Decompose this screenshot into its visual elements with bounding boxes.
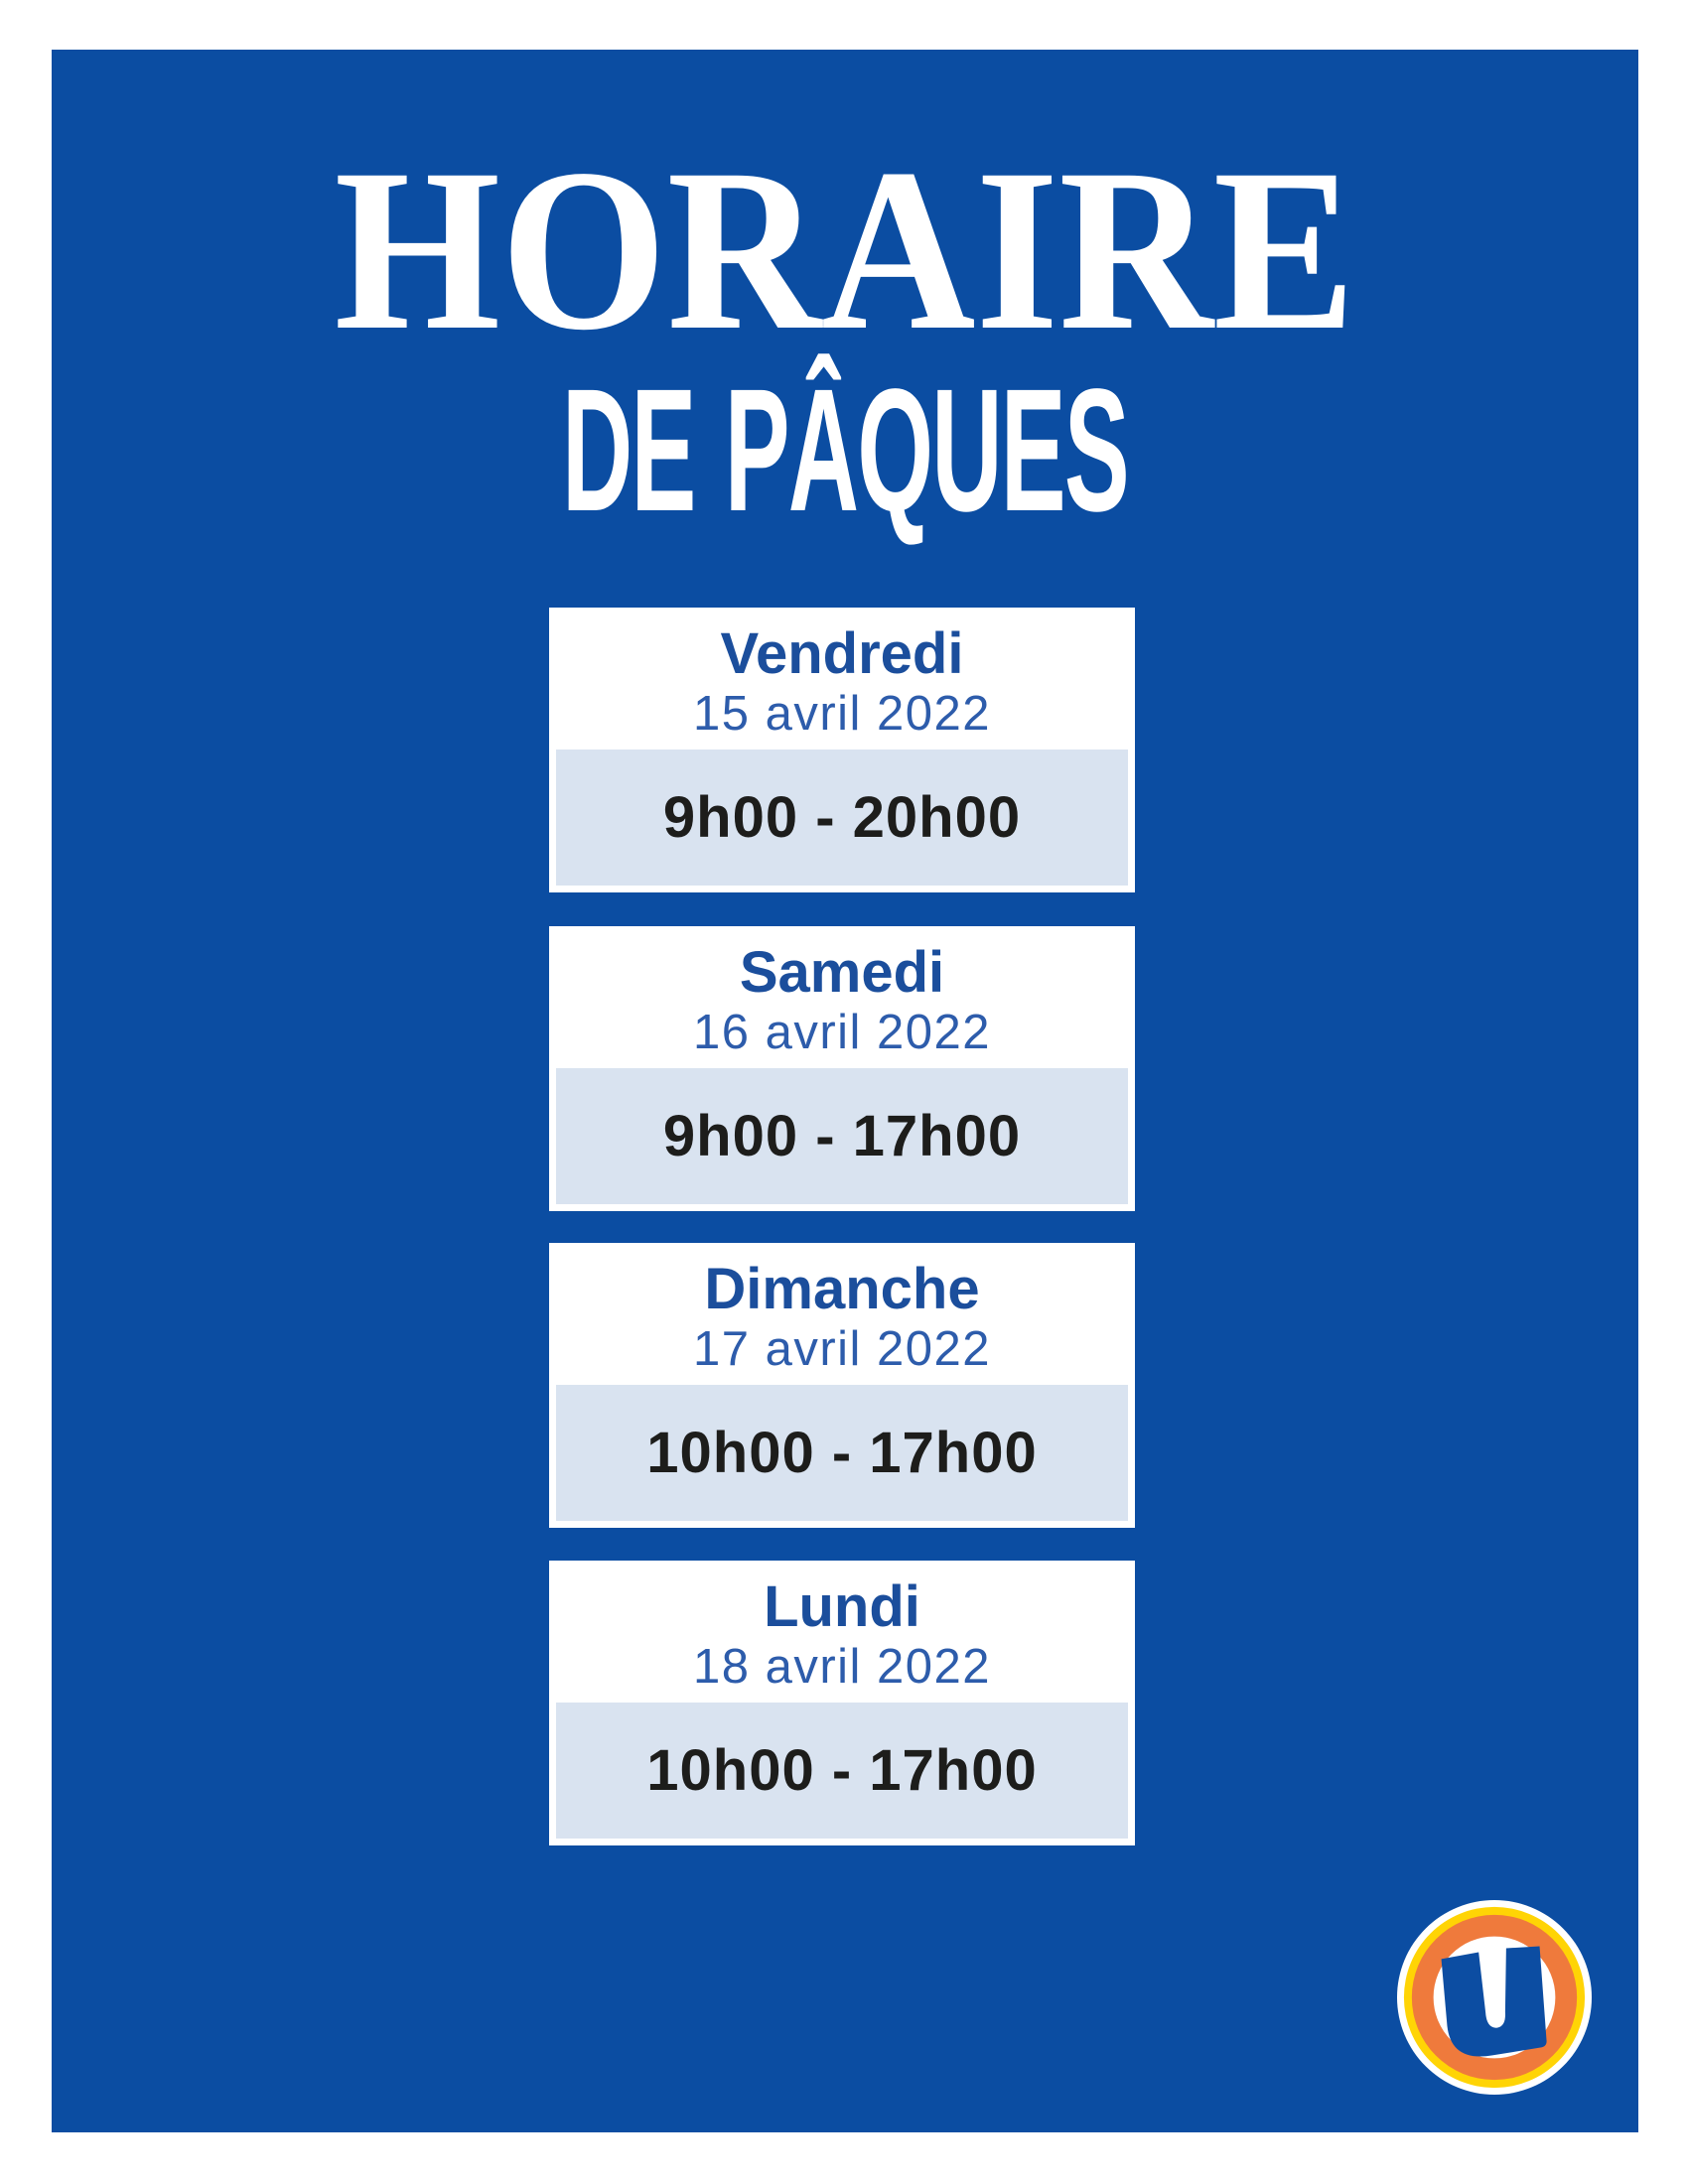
blue-panel: [52, 50, 1638, 2132]
day-name: Dimanche: [704, 1257, 980, 1321]
u-brand-roundel-icon: [1396, 1899, 1593, 2096]
schedule-card-dimanche: [549, 1243, 1135, 1528]
card-header: [556, 1250, 1128, 1385]
day-date: 18 avril 2022: [692, 1640, 992, 1694]
day-date: 16 avril 2022: [692, 1006, 992, 1059]
day-hours: 10h00 - 17h00: [646, 1737, 1038, 1803]
schedule-card-vendredi: [549, 608, 1135, 892]
card-header: [556, 933, 1128, 1068]
hours-band: [556, 1068, 1128, 1204]
day-date: 15 avril 2022: [692, 687, 992, 741]
poster-subtitle: DE PÂQUES: [562, 353, 1128, 548]
day-name: Lundi: [764, 1574, 920, 1639]
hours-band: [556, 750, 1128, 886]
day-hours: 9h00 - 20h00: [662, 784, 1022, 850]
day-date: 17 avril 2022: [692, 1322, 992, 1376]
poster-title: HORAIRE: [334, 120, 1356, 378]
card-header: [556, 1568, 1128, 1703]
u-brand-logo: [1396, 1899, 1593, 2096]
hours-band: [556, 1703, 1128, 1839]
card-header: [556, 614, 1128, 750]
day-hours: 10h00 - 17h00: [646, 1420, 1038, 1485]
day-name: Vendredi: [720, 621, 964, 686]
day-name: Samedi: [739, 940, 945, 1005]
hours-band: [556, 1385, 1128, 1521]
schedule-card-lundi: [549, 1561, 1135, 1845]
day-hours: 9h00 - 17h00: [662, 1103, 1022, 1168]
schedule-card-samedi: [549, 926, 1135, 1211]
